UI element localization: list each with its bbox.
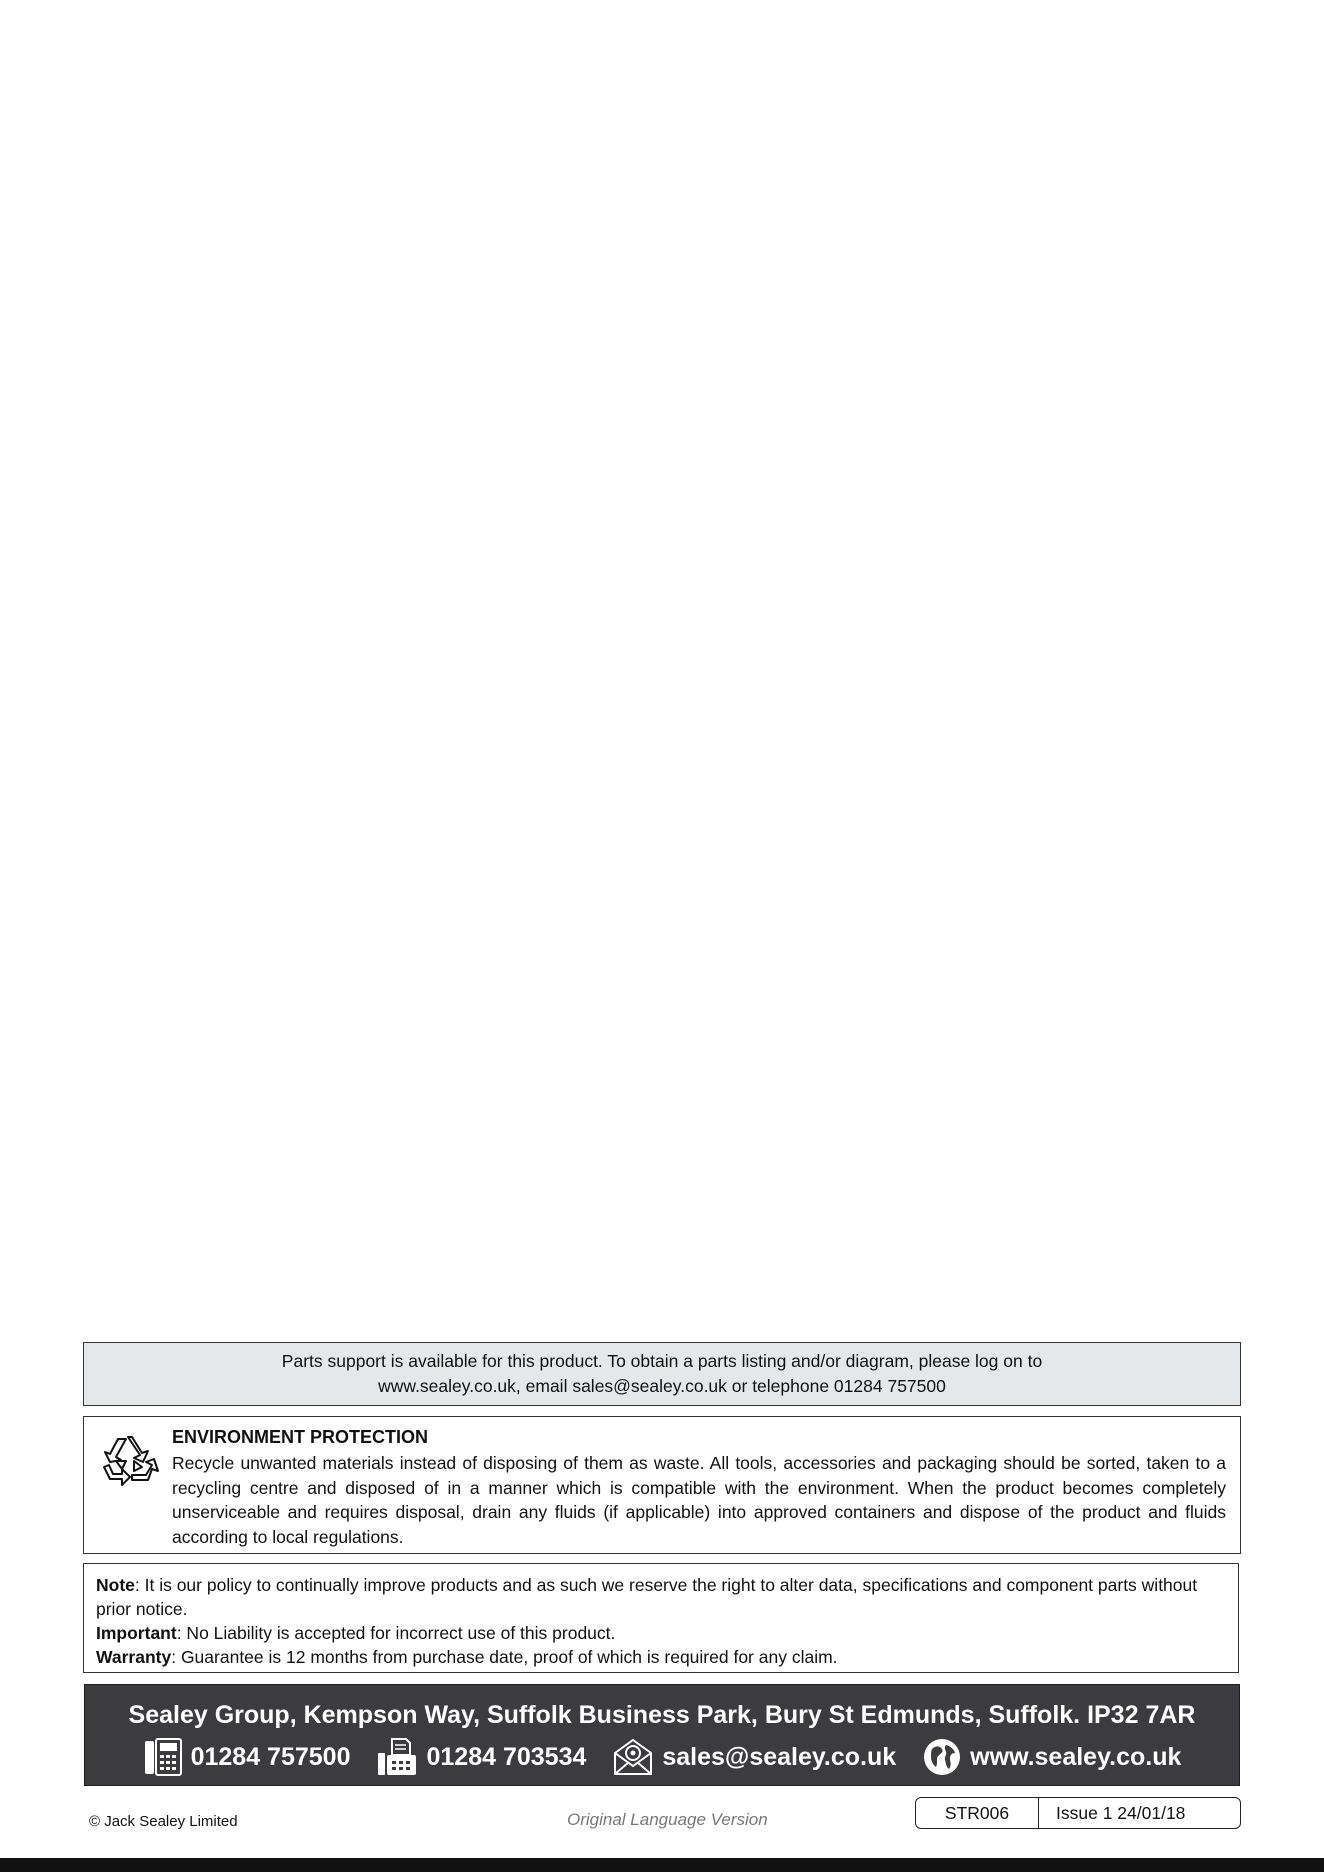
company-address-bar <box>84 1684 1240 1786</box>
warranty-label: Warranty <box>96 1647 172 1667</box>
email-icon <box>612 1737 654 1777</box>
environment-protection-box <box>83 1416 1241 1554</box>
environment-title: ENVIRONMENT PROTECTION <box>172 1427 429 1447</box>
note-paragraph <box>96 1573 1226 1621</box>
important-paragraph <box>96 1621 1226 1645</box>
notes-box <box>83 1563 1239 1673</box>
warranty-paragraph <box>96 1645 1226 1669</box>
website-url: www.sealey.co.uk <box>970 1742 1182 1771</box>
email-contact <box>612 1737 896 1777</box>
document-reference-box <box>915 1797 1241 1829</box>
important-text: : No Liability is accepted for incorrect use of this product. <box>176 1623 616 1643</box>
parts-support-line2: www.sealey.co.uk, email sales@sealey.co.uk or telephone 01284 757500 <box>378 1376 946 1396</box>
environment-text: Recycle unwanted materials instead of disposing of them as waste. All tools, accessories and packaging should be sorted, taken to a recycling centre and disposed of in a manner which is compatible with the environment. When the product becomes completely unserviceable and requires disposal, drain any fluids (if applicable) into approved containers and dispose of the product and fluids according to local regulations. <box>172 1453 1226 1547</box>
contact-row <box>85 1737 1239 1777</box>
important-label: Important <box>96 1623 177 1643</box>
website-contact <box>922 1737 1181 1777</box>
phone-icon <box>143 1737 183 1777</box>
model-number: STR006 <box>916 1798 1039 1828</box>
note-text: : It is our policy to continually improve products and as such we reserve the right to alter data, specifications and component parts without prior notice. <box>96 1575 1198 1619</box>
recycle-icon <box>96 1431 160 1495</box>
parts-support-line1: Parts support is available for this product. To obtain a parts listing and/or diagram, please log on to <box>281 1351 1043 1371</box>
page-bottom-rule <box>0 1858 1324 1872</box>
company-address: Sealey Group, Kempson Way, Suffolk Business Park, Bury St Edmunds, Suffolk. IP32 7AR <box>128 1701 1196 1729</box>
email-address: sales@sealey.co.uk <box>662 1742 897 1771</box>
parts-support-box <box>83 1342 1241 1406</box>
fax-icon <box>376 1737 418 1777</box>
phone-contact <box>143 1737 351 1777</box>
globe-icon <box>922 1737 962 1777</box>
fax-contact <box>376 1737 586 1777</box>
language-version: Original Language Version <box>567 1810 768 1829</box>
note-label: Note <box>96 1575 135 1595</box>
phone-number: 01284 757500 <box>190 1742 351 1771</box>
copyright: © Jack Sealey Limited <box>89 1813 238 1830</box>
issue-date: Issue 1 24/01/18 <box>1056 1802 1186 1823</box>
warranty-text: : Guarantee is 12 months from purchase date, proof of which is required for any claim. <box>171 1647 838 1667</box>
fax-number: 01284 703534 <box>426 1742 587 1771</box>
